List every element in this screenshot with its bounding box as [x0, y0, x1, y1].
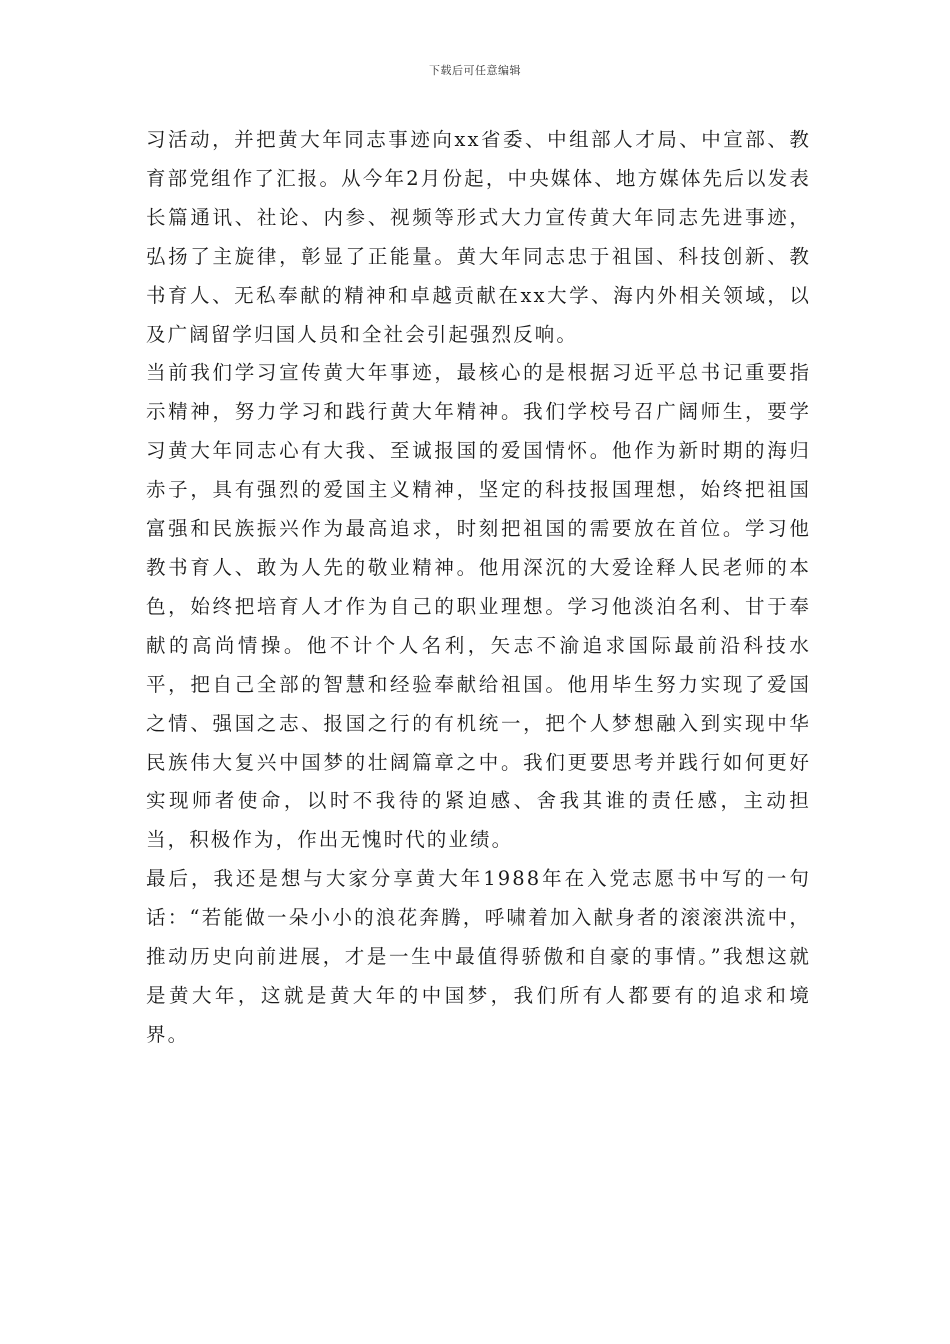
- page-header: 下载后可任意编辑: [429, 64, 521, 77]
- paragraph-2: 当前我们学习宣传黄大年事迹，最核心的是根据习近平总书记重要指示精神，努力学习和践行黄大年精神。我们学校号召广阔师生，要学习黄大年同志心有大我、至诚报国的爱国情怀。他作为新时期的海归赤子，具有强烈的爱国主义精神，坚定的科技报国理想，始终把祖国富强和民族振兴作为最高追求，时刻把祖国的需要放在首位。学习他教书育人、敢为人先的敬业精神。他用深沉的大爱诠释人民老师的本色，始终把培育人才作为自己的职业理想。学习他淡泊名利、甘于奉献的高尚情操。他不计个人名利，矢志不渝追求国际最前沿科技水平，把自己全部的智慧和经验奉献给祖国。他用毕生努力实现了爱国之情、强国之志、报国之行的有机统一，把个人梦想融入到实现中华民族伟大复兴中国梦的壮阔篇章之中。我们更要思考并践行如何更好实现师者使命，以时不我待的紧迫感、舍我其谁的责任感，主动担当，积极作为，作出无愧时代的业绩。: [146, 361, 811, 852]
- document-body: [146, 121, 811, 1055]
- paragraph-3: 最后，我还是想与大家分享黄大年1988年在入党志愿书中写的一句话：“若能做一朵小小的浪花奔腾，呼啸着加入献身者的滚滚洪流中，推动历史向前进展，才是一生中最值得骄傲和自豪的事情。”我想这就是黄大年，这就是黄大年的中国梦，我们所有人都要有的追求和境界。: [146, 867, 811, 1046]
- paragraph-1: 习活动，并把黄大年同志事迹向xx省委、中组部人才局、中宣部、教育部党组作了汇报。从今年2月份起，中央媒体、地方媒体先后以发表长篇通讯、社论、内参、视频等形式大力宣传黄大年同志先进事迹，弘扬了主旋律，彰显了正能量。黄大年同志忠于祖国、科技创新、教书育人、无私奉献的精神和卓越贡献在xx大学、海内外相关领域，以及广阔留学归国人员和全社会引起强烈反响。: [146, 128, 811, 346]
